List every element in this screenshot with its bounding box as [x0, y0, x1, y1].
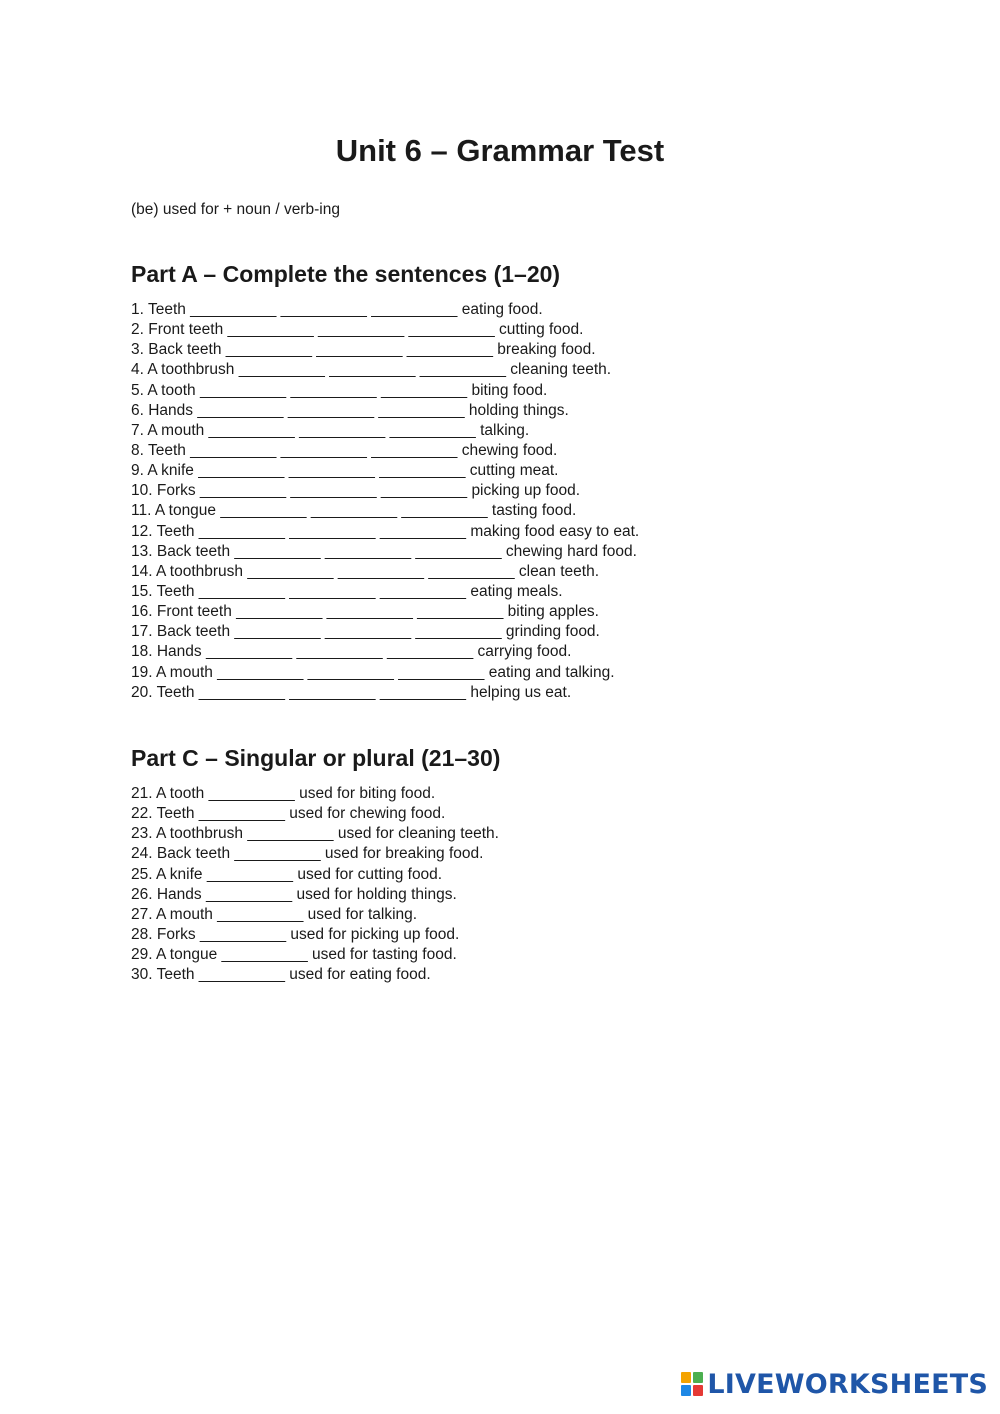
list-item: 10. Forks __________ __________ __________ picking up food. — [131, 482, 581, 500]
list-item: 15. Teeth __________ __________ __________ eating meals. — [131, 582, 563, 600]
list-item: 29. A tongue __________ used for tasting food. — [131, 946, 457, 964]
list-item: 24. Back teeth __________ used for breaking food. — [131, 845, 484, 863]
liveworksheets-logo — [681, 1368, 988, 1400]
list-item: 11. A tongue __________ __________ __________ tasting food. — [131, 502, 577, 520]
list-item: 12. Teeth __________ __________ __________ making food easy to eat. — [131, 522, 640, 540]
list-item: 26. Hands __________ used for holding things. — [131, 885, 457, 903]
list-item: 5. A tooth __________ __________ __________ biting food. — [131, 381, 548, 399]
list-item: 22. Teeth __________ used for chewing food. — [131, 805, 446, 823]
list-item: 21. A tooth __________ used for biting food. — [131, 785, 436, 802]
list-item: 27. A mouth __________ used for talking. — [131, 905, 418, 923]
list-item: 7. A mouth __________ __________ __________ talking. — [131, 421, 530, 439]
list-item: 8. Teeth __________ __________ __________ chewing food. — [131, 441, 558, 459]
part-c-heading: Part C – Singular or plural (21–30) — [131, 745, 501, 771]
list-item: 25. A knife __________ used for cutting food. — [131, 865, 443, 883]
part-c-list — [131, 784, 499, 985]
list-item: 17. Back teeth __________ __________ __________ grinding food. — [131, 623, 600, 641]
list-item: 18. Hands __________ __________ __________ carrying food. — [131, 643, 572, 661]
list-item: 1. Teeth __________ __________ __________ eating food. — [131, 301, 543, 318]
list-item: 3. Back teeth __________ __________ __________ breaking food. — [131, 341, 596, 359]
page-title: Unit 6 – Grammar Test — [335, 133, 665, 168]
list-item: 19. A mouth __________ __________ __________ eating and talking. — [131, 663, 615, 681]
list-item: 9. A knife __________ __________ __________ cutting meat. — [131, 462, 559, 480]
list-item: 6. Hands __________ __________ __________ holding things. — [131, 401, 569, 419]
part-a-list — [131, 300, 639, 703]
list-item: 2. Front teeth __________ __________ __________ cutting food. — [131, 321, 584, 339]
list-item: 28. Forks __________ used for picking up food. — [131, 925, 460, 943]
list-item: 20. Teeth __________ __________ __________ helping us eat. — [131, 683, 572, 701]
part-a-heading: Part A – Complete the sentences (1–20) — [131, 261, 561, 287]
list-item: 4. A toothbrush __________ __________ __________ cleaning teeth. — [131, 361, 612, 379]
list-item: 13. Back teeth __________ __________ __________ chewing hard food. — [131, 542, 637, 560]
list-item: 14. A toothbrush __________ __________ __________ clean teeth. — [131, 562, 600, 580]
list-item: 30. Teeth __________ used for eating food. — [131, 966, 431, 984]
liveworksheets-logo-icon — [681, 1372, 703, 1396]
list-item: 16. Front teeth __________ __________ __________ biting apples. — [131, 603, 599, 621]
grammar-rule-subtitle: (be) used for + noun / verb-ing — [131, 201, 340, 218]
list-item: 23. A toothbrush __________ used for cleaning teeth. — [131, 825, 499, 843]
logo-text: LIVEWORKSHEETS — [707, 1368, 988, 1400]
